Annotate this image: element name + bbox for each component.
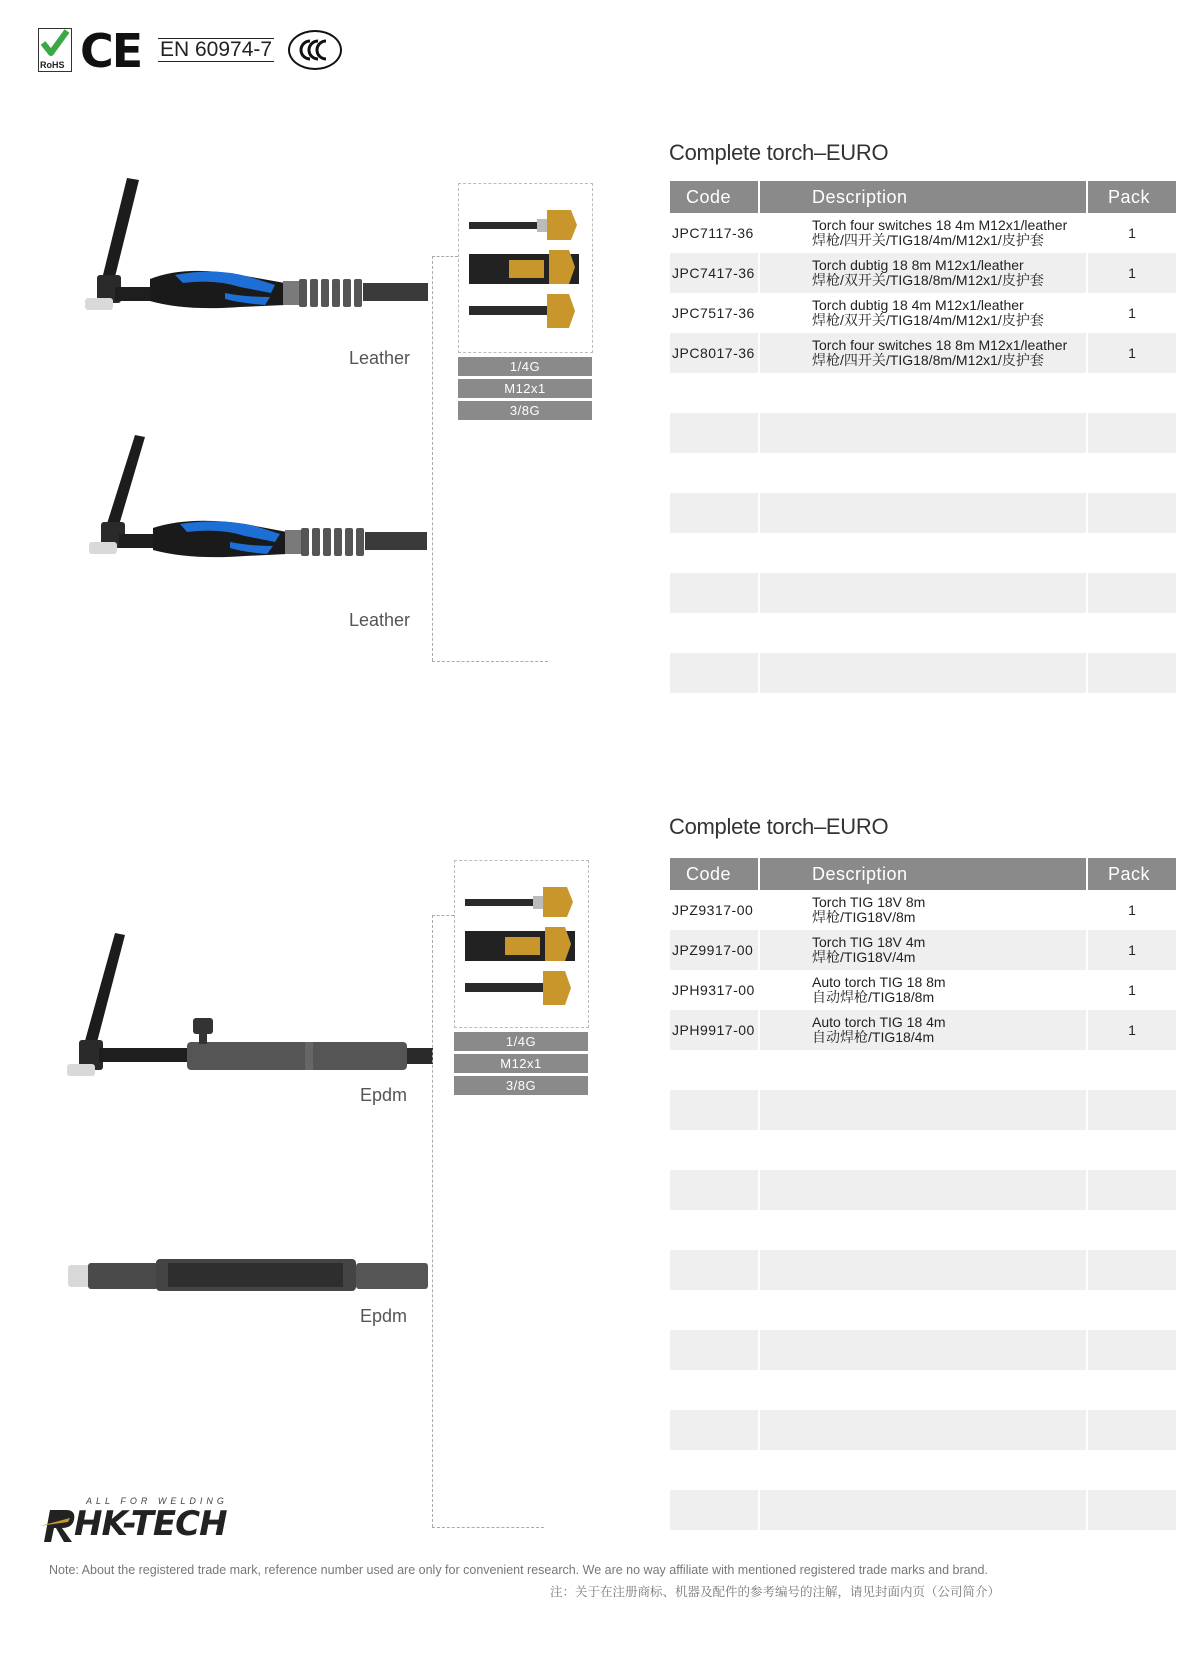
empty-row: [670, 1170, 1176, 1210]
empty-row: [670, 653, 1176, 693]
footer-note-cn: 注：关于在注册商标、机器及配件的参考编号的注解，请见封面内页（公司简介）: [550, 1585, 1001, 1599]
material-label: Leather: [349, 348, 411, 368]
fitting-size: M12x1: [454, 1054, 588, 1073]
description-en: Auto torch TIG 18 8m: [812, 974, 946, 990]
pack-qty: 1: [1128, 305, 1136, 321]
table-row: [670, 333, 1176, 373]
product-code: JPC7517-36: [672, 305, 755, 321]
product-description: [760, 253, 1086, 293]
empty-row: [670, 1290, 1176, 1330]
product-description: [760, 930, 1086, 970]
torch-epdm-image-1: [55, 930, 435, 1090]
empty-row: [670, 1130, 1176, 1170]
header-description: Description: [760, 181, 1086, 213]
description-cn: 自动焊枪/TIG18/4m: [812, 1029, 935, 1045]
product-code: JPC7117-36: [672, 225, 754, 241]
table-row: [670, 930, 1176, 970]
product-code: JPZ9317-00: [672, 902, 754, 918]
table-header-row: [670, 181, 1176, 213]
pack-qty: 1: [1088, 930, 1176, 970]
material-label: Epdm: [360, 1085, 408, 1105]
product-code: JPH9317-00: [672, 982, 755, 998]
product-code: JPC7417-36: [670, 253, 758, 293]
connector-line: [432, 915, 433, 1527]
empty-row: [670, 1410, 1176, 1450]
header-pack: Pack: [1088, 858, 1176, 890]
description-cn: 焊枪/双开关/TIG18/8m/M12x1/皮护套: [812, 272, 1044, 288]
description-en: Auto torch TIG 18 4m: [812, 1014, 946, 1030]
product-description: [760, 293, 1086, 333]
empty-row: [670, 1490, 1176, 1530]
empty-row: [670, 573, 1176, 613]
rohs-text: RoHS: [40, 60, 65, 70]
section-1-table: [668, 181, 1178, 693]
pack-qty: 1: [1088, 1010, 1176, 1050]
ce-mark: CE: [80, 24, 142, 78]
connector-line: [432, 256, 433, 661]
fittings-image: [459, 184, 591, 350]
ccc-logo: [288, 30, 342, 70]
logo-name: HK-TECH: [74, 1504, 227, 1544]
empty-row: [670, 613, 1176, 653]
fitting-size: 3/8G: [454, 1076, 588, 1095]
pack-qty: 1: [1088, 253, 1176, 293]
description-cn: 焊枪/TIG18V/4m: [812, 949, 916, 965]
connector-line: [432, 915, 454, 916]
product-code: JPH9917-00: [670, 1010, 758, 1050]
pack-qty: 1: [1128, 902, 1136, 918]
section-1-title: Complete torch–EURO: [669, 140, 889, 165]
fitting-sizes: [454, 1032, 588, 1098]
table-row: [670, 970, 1176, 1010]
header-description: Description: [760, 858, 1086, 890]
section-2-title: Complete torch–EURO: [669, 814, 889, 839]
header-pack: Pack: [1088, 181, 1176, 213]
empty-row: [670, 533, 1176, 573]
torch-leather-image-2: [75, 432, 430, 572]
fittings-image: [455, 861, 587, 1025]
torch-epdm-image-2: [68, 1255, 430, 1295]
empty-row: [670, 1330, 1176, 1370]
brand-logo: [40, 1496, 240, 1546]
product-code: JPC8017-36: [670, 333, 758, 373]
section-2-table: [668, 858, 1178, 1530]
table-row: [670, 890, 1176, 930]
product-description: [760, 213, 1086, 253]
product-description: [760, 333, 1086, 373]
description-cn: 焊枪/TIG18V/8m: [812, 909, 916, 925]
fitting-size: 1/4G: [454, 1032, 588, 1051]
description-en: Torch TIG 18V 8m: [812, 894, 926, 910]
fitting-size: 3/8G: [458, 401, 592, 420]
torch-leather-image-1: [75, 175, 430, 320]
empty-row: [670, 453, 1176, 493]
empty-row: [670, 493, 1176, 533]
fittings-image-box: [458, 183, 593, 353]
pack-qty: 1: [1128, 982, 1136, 998]
table-row: [670, 293, 1176, 333]
pack-qty: 1: [1088, 333, 1176, 373]
table-header-row: [670, 858, 1176, 890]
description-en: Torch four switches 18 8m M12x1/leather: [812, 337, 1068, 353]
connector-line: [432, 1527, 544, 1528]
fittings-image-box: [454, 860, 589, 1028]
description-cn: 焊枪/四开关/TIG18/4m/M12x1/皮护套: [812, 232, 1044, 248]
empty-row: [670, 373, 1176, 413]
empty-row: [670, 1370, 1176, 1410]
fitting-size: 1/4G: [458, 357, 592, 376]
material-label: Epdm: [360, 1306, 408, 1326]
table-row: [670, 253, 1176, 293]
empty-row: [670, 1250, 1176, 1290]
empty-row: [670, 1090, 1176, 1130]
description-cn: 焊枪/四开关/TIG18/8m/M12x1/皮护套: [812, 352, 1044, 368]
empty-row: [670, 413, 1176, 453]
table-row: [670, 1010, 1176, 1050]
connector-line: [432, 661, 548, 662]
product-description: [760, 890, 1086, 930]
connector-line: [432, 256, 458, 257]
material-label: Leather: [349, 610, 411, 630]
empty-row: [670, 1050, 1176, 1090]
fitting-size: M12x1: [458, 379, 592, 398]
fitting-sizes: [458, 357, 592, 423]
description-cn: 焊枪/双开关/TIG18/4m/M12x1/皮护套: [812, 312, 1044, 328]
certification-bar: [38, 24, 358, 78]
rohs-logo: [38, 28, 72, 72]
table-row: [670, 213, 1176, 253]
description-cn: 自动焊枪/TIG18/8m: [812, 989, 935, 1005]
logo-tagline: ALL FOR WELDING: [86, 1496, 228, 1506]
product-code: JPZ9917-00: [670, 930, 758, 970]
description-en: Torch TIG 18V 4m: [812, 934, 926, 950]
header-code: Code: [670, 858, 758, 890]
product-description: [760, 970, 1086, 1010]
product-description: [760, 1010, 1086, 1050]
description-en: Torch dubtig 18 8m M12x1/leather: [812, 257, 1024, 273]
description-en: Torch four switches 18 4m M12x1/leather: [812, 217, 1068, 233]
footer-note-en: Note: About the registered trade mark, reference number used are only for convenient research. We are no way affiliate with mentioned registered trade marks and brand.: [49, 1563, 988, 1577]
standard-label: EN 60974-7: [160, 38, 273, 61]
empty-row: [670, 1210, 1176, 1250]
header-code: Code: [670, 181, 758, 213]
empty-row: [670, 1450, 1176, 1490]
pack-qty: 1: [1128, 225, 1136, 241]
description-en: Torch dubtig 18 4m M12x1/leather: [812, 297, 1024, 313]
